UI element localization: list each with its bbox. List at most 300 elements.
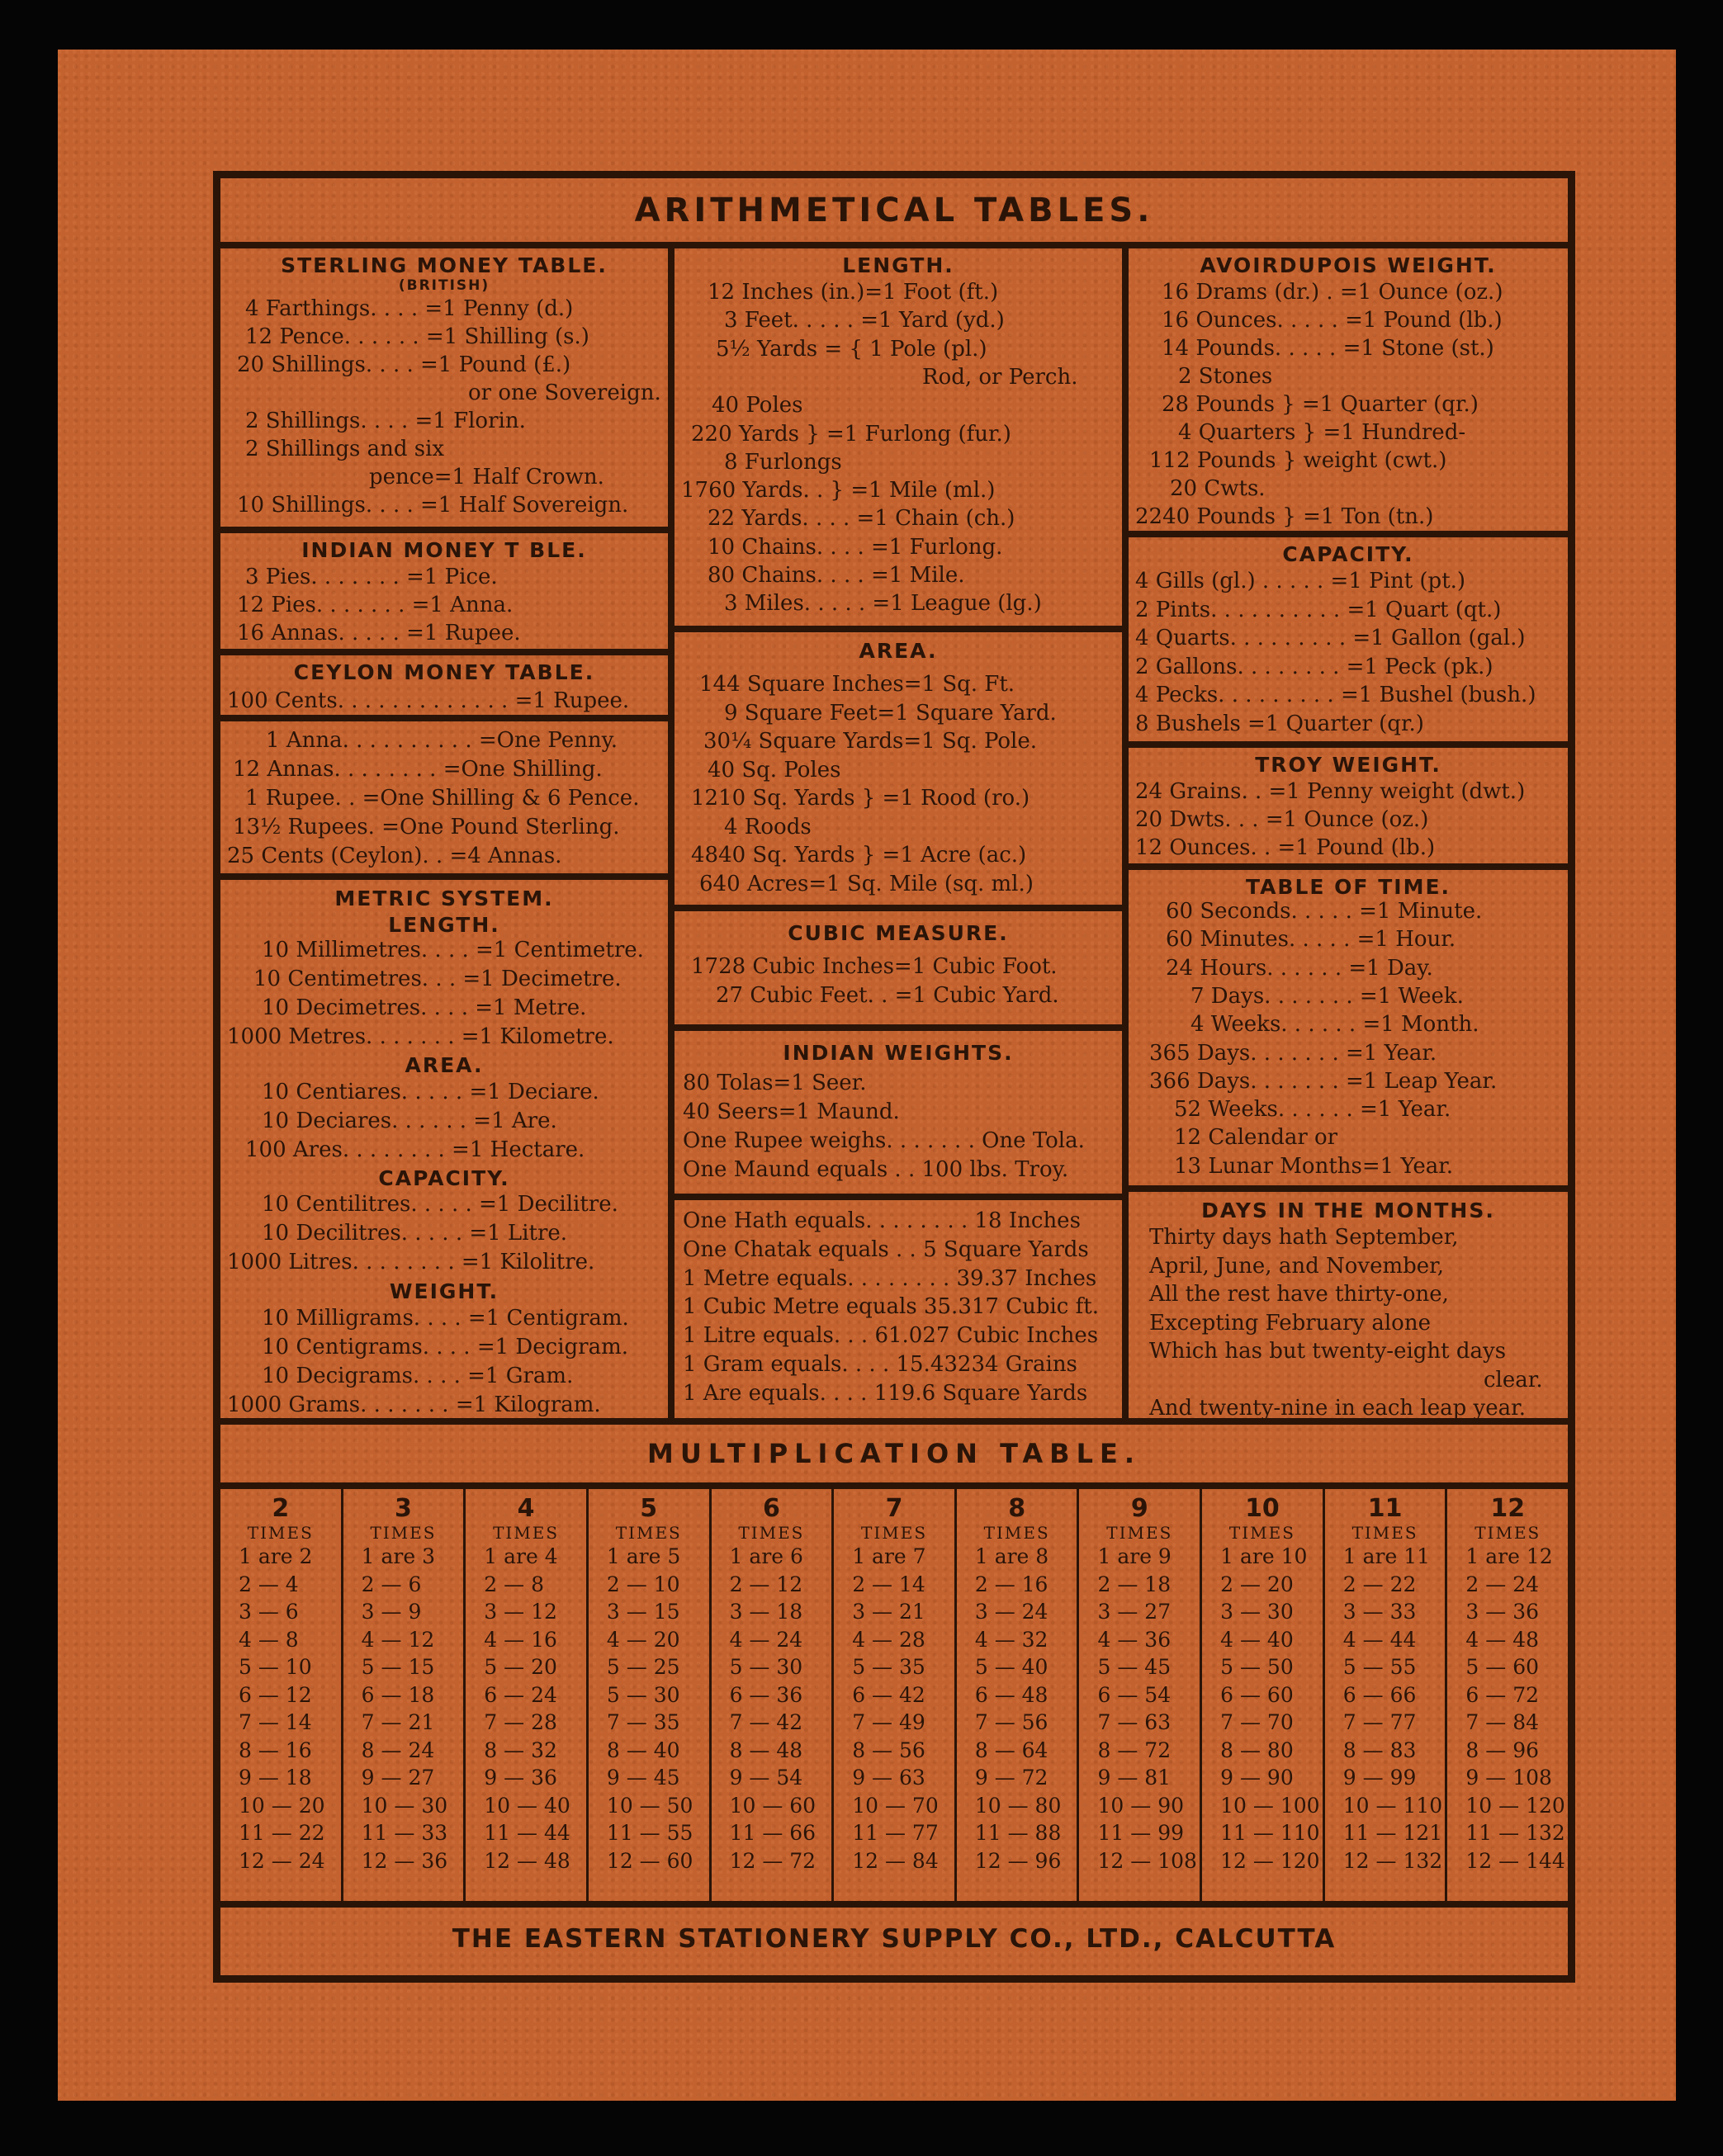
sterling-heading: STERLING MONEY TABLE. (281, 253, 608, 277)
multiplication-number: 12 (1490, 1494, 1526, 1523)
table-row: 1000 Grams. . . . . . . =1 Kilogram. (227, 1392, 601, 1417)
multiplication-column (1323, 1489, 1446, 1901)
multiplication-row: 2 — 10 (606, 1572, 680, 1596)
table-row: All the rest have thirty-one, (1149, 1282, 1449, 1307)
multiplication-row: 1 are 7 (852, 1544, 926, 1568)
multiplication-row: 2 — 16 (974, 1572, 1048, 1596)
table-row: 5½ Yards = { 1 Pole (pl.) (716, 336, 987, 362)
multiplication-row: 2 — 20 (1220, 1572, 1294, 1596)
multiplication-row: 12 — 96 (974, 1848, 1062, 1873)
multiplication-row: 2 — 4 (239, 1572, 299, 1596)
table-row: 4 Farthings. . . . =1 Penny (d.) (245, 296, 574, 321)
table-row: 1 Rupee. . =One Shilling & 6 Pence. (245, 786, 640, 811)
multiplication-row: 7 — 77 (1342, 1710, 1417, 1734)
multiplication-row: 2 — 6 (361, 1572, 422, 1596)
table-row: 3 Feet. . . . . =1 Yard (yd.) (724, 308, 1005, 333)
table-row: 3 Pies. . . . . . . =1 Pice. (245, 565, 498, 589)
table-row: 1 Are equals. . . . 119.6 Square Yards (683, 1380, 1088, 1406)
multiplication-row: 7 — 14 (239, 1710, 312, 1734)
multiplication-row: 6 — 66 (1342, 1682, 1417, 1707)
multiplication-row: 4 — 36 (1097, 1627, 1172, 1652)
multiplication-row: 3 — 27 (1097, 1600, 1172, 1624)
table-row: 12 Inches (in.)=1 Foot (ft.) (708, 280, 999, 305)
area-heading: AREA. (859, 639, 938, 663)
multiplication-row: 4 — 44 (1342, 1627, 1417, 1652)
capacity-heading: CAPACITY. (1282, 542, 1414, 566)
table-row: 10 Centilitres. . . . . =1 Decilitre. (262, 1192, 618, 1217)
table-row: pence=1 Half Crown. (369, 465, 604, 489)
table-row: 10 Millimetres. . . . =1 Centimetre. (262, 938, 644, 962)
multiplication-row: 1 are 11 (1342, 1544, 1431, 1568)
times-label: TIMES (861, 1523, 928, 1543)
multiplication-row: 1 are 3 (361, 1544, 435, 1568)
multiplication-row: 3 — 24 (974, 1600, 1048, 1624)
table-row: 13½ Rupees. =One Pound Sterling. (233, 815, 620, 839)
table-row: And twenty-nine in each leap year. (1149, 1396, 1526, 1421)
multiplication-number: 7 (885, 1494, 903, 1523)
multiplication-row: 1 are 8 (974, 1544, 1049, 1568)
multiplication-row: 11 — 121 (1342, 1821, 1443, 1845)
table-row: 1 Cubic Metre equals 35.317 Cubic ft. (683, 1294, 1099, 1320)
multiplication-row: 5 — 20 (484, 1655, 557, 1679)
multiplication-row: 1 are 9 (1097, 1544, 1172, 1568)
table-row: 10 Decilitres. . . . . =1 Litre. (262, 1221, 568, 1246)
multiplication-row: 6 — 54 (1097, 1682, 1172, 1707)
multiplication-row: 8 — 72 (1097, 1738, 1172, 1762)
table-row: 80 Chains. . . . =1 Mile. (708, 563, 965, 588)
exchange-section (217, 718, 671, 877)
multiplication-row: 8 — 56 (852, 1738, 925, 1762)
multiplication-row: 12 — 132 (1342, 1848, 1443, 1873)
multiplication-row: 6 — 42 (852, 1682, 925, 1707)
table-row: 1728 Cubic Inches=1 Cubic Foot. (691, 954, 1058, 979)
multiplication-heading: MULTIPLICATION TABLE. (647, 1438, 1141, 1469)
table-row: 144 Square Inches=1 Sq. Ft. (699, 672, 1015, 697)
multiplication-row: 1 are 12 (1465, 1544, 1553, 1568)
table-row: 4840 Sq. Yards } =1 Acre (ac.) (691, 843, 1027, 868)
table-row: 100 Ares. . . . . . . . =1 Hectare. (245, 1137, 585, 1162)
multiplication-row: 3 — 12 (484, 1600, 557, 1624)
multiplication-column (341, 1489, 464, 1901)
multiplication-column (1077, 1489, 1200, 1901)
table-row: 10 Chains. . . . =1 Furlong. (708, 534, 1003, 560)
multiplication-row: 6 — 60 (1220, 1682, 1294, 1707)
multiplication-row: 10 — 110 (1342, 1793, 1443, 1818)
multiplication-column (709, 1489, 832, 1901)
multiplication-row: 4 — 12 (361, 1627, 435, 1652)
multiplication-row: 5 — 45 (1097, 1655, 1172, 1679)
table-row: 80 Tolas=1 Seer. (683, 1071, 867, 1095)
multiplication-column (586, 1489, 709, 1901)
multiplication-row: 8 — 48 (729, 1738, 803, 1762)
table-row: clear. (1484, 1367, 1543, 1392)
multiplication-row: 8 — 80 (1220, 1738, 1294, 1762)
multiplication-row: 7 — 56 (974, 1710, 1048, 1734)
table-row: One Hath equals. . . . . . . . 18 Inches (683, 1208, 1081, 1233)
table-row: 40 Poles (712, 393, 803, 418)
multiplication-row: 11 — 88 (974, 1821, 1062, 1845)
multiplication-row: 5 — 15 (361, 1655, 435, 1679)
table-row: 1 Gram equals. . . . 15.43234 Grains (683, 1352, 1077, 1377)
multiplication-table (217, 1486, 1571, 1904)
table-row: 1000 Metres. . . . . . . =1 Kilometre. (227, 1024, 614, 1049)
multiplication-row: 11 — 55 (606, 1821, 693, 1845)
capacity-section (1125, 534, 1571, 745)
multiplication-row: 5 — 10 (239, 1655, 312, 1679)
times-label: TIMES (1106, 1523, 1173, 1543)
multiplication-row: 12 — 48 (484, 1848, 570, 1873)
table-row: 4 Quarts. . . . . . . . . =1 Gallon (gal.) (1135, 626, 1526, 650)
multiplication-row: 3 — 33 (1342, 1600, 1417, 1624)
table-row: 366 Days. . . . . . . =1 Leap Year. (1149, 1068, 1498, 1094)
multiplication-row: 12 — 60 (606, 1848, 693, 1873)
troy-section (1125, 745, 1571, 867)
multiplication-row: 9 — 45 (606, 1766, 680, 1790)
multiplication-number: 2 (272, 1494, 290, 1523)
multiplication-row: 8 — 40 (606, 1738, 680, 1762)
table-row: 60 Seconds. . . . . =1 Minute. (1166, 899, 1483, 924)
multiplication-row: 5 — 30 (606, 1682, 680, 1707)
multiplication-row: 6 — 48 (974, 1682, 1048, 1707)
table-row: 3 Miles. . . . . =1 League (lg.) (724, 591, 1042, 617)
table-row: One Rupee weighs. . . . . . . One Tola. (683, 1128, 1085, 1153)
times-label: TIMES (615, 1523, 682, 1543)
multiplication-row: 8 — 64 (974, 1738, 1048, 1762)
table-row: 9 Square Feet=1 Square Yard. (724, 700, 1057, 726)
area-section (671, 629, 1125, 908)
multiplication-row: 6 — 18 (361, 1682, 435, 1707)
multiplication-row: 7 — 35 (606, 1710, 680, 1734)
table-row: 112 Pounds } weight (cwt.) (1149, 448, 1447, 473)
multiplication-row: 1 are 4 (484, 1544, 558, 1568)
multiplication-number: 3 (395, 1494, 412, 1523)
multiplication-row: 5 — 55 (1342, 1655, 1417, 1679)
multiplication-row: 8 — 96 (1465, 1738, 1540, 1762)
multiplication-row: 12 — 24 (239, 1848, 325, 1873)
multiplication-row: 9 — 81 (1097, 1766, 1172, 1790)
multiplication-row: 10 — 30 (361, 1793, 448, 1818)
table-row: 27 Cubic Feet. . =1 Cubic Yard. (716, 983, 1059, 1008)
multiplication-row: 9 — 18 (239, 1766, 312, 1790)
multiplication-row: 11 — 77 (852, 1821, 939, 1845)
multiplication-row: 6 — 24 (484, 1682, 557, 1707)
times-label: TIMES (1351, 1523, 1418, 1543)
time-heading: TABLE OF TIME. (1245, 875, 1451, 899)
multiplication-columns (220, 1489, 1568, 1901)
table-row: Thirty days hath September, (1149, 1225, 1459, 1250)
table-row: 13 Lunar Months=1 Year. (1174, 1153, 1454, 1179)
table-row: 7 Days. . . . . . . =1 Week. (1190, 983, 1464, 1009)
length-section (671, 245, 1125, 629)
sterling-subheading: (BRITISH) (398, 277, 490, 294)
times-label: TIMES (247, 1523, 314, 1543)
multiplication-row: 7 — 84 (1465, 1710, 1540, 1734)
table-row: 2 Gallons. . . . . . . . =1 Peck (pk.) (1135, 654, 1493, 679)
multiplication-row: 9 — 72 (974, 1766, 1048, 1790)
times-label: TIMES (738, 1523, 805, 1543)
multiplication-row: 3 — 9 (361, 1600, 422, 1624)
times-label: TIMES (983, 1523, 1050, 1543)
table-row: 24 Hours. . . . . . =1 Day. (1166, 955, 1433, 981)
time-section (1125, 867, 1571, 1189)
publisher-footer: THE EASTERN STATIONERY SUPPLY CO., LTD., CALCUTTA (452, 1924, 1337, 1954)
page-title: ARITHMETICAL TABLES. (634, 191, 1154, 229)
table-row: 220 Yards } =1 Furlong (fur.) (691, 421, 1011, 447)
table-row: 10 Shillings. . . . =1 Half Sovereign. (237, 493, 629, 518)
multiplication-row: 5 — 50 (1220, 1655, 1294, 1679)
multiplication-column (463, 1489, 586, 1901)
table-row: 40 Sq. Poles (708, 757, 841, 782)
table-row: 10 Milligrams. . . . =1 Centigram. (262, 1306, 629, 1331)
multiplication-row: 11 — 66 (729, 1821, 817, 1845)
footer-box (217, 1904, 1571, 1979)
table-row: 24 Grains. . =1 Penny weight (dwt.) (1135, 779, 1526, 804)
avoirdupois-heading: AVOIRDUPOIS WEIGHT. (1200, 253, 1497, 277)
table-row: 28 Pounds } =1 Quarter (qr.) (1162, 392, 1479, 417)
multiplication-row: 5 — 40 (974, 1655, 1048, 1679)
multiplication-row: 10 — 90 (1097, 1793, 1185, 1818)
multiplication-row: 4 — 28 (852, 1627, 925, 1652)
cubic-heading: CUBIC MEASURE. (788, 921, 1009, 945)
multiplication-row: 8 — 83 (1342, 1738, 1417, 1762)
multiplication-row: 8 — 16 (239, 1738, 312, 1762)
table-row: 60 Minutes. . . . . =1 Hour. (1166, 927, 1456, 953)
cubic-section (671, 908, 1125, 1028)
times-label: TIMES (1474, 1523, 1541, 1543)
multiplication-row: 2 — 18 (1097, 1572, 1172, 1596)
table-row: 10 Centigrams. . . . =1 Decigram. (262, 1335, 629, 1359)
table-row: Excepting February alone (1149, 1310, 1431, 1336)
multiplication-row: 11 — 99 (1097, 1821, 1185, 1845)
multiplication-row: 4 — 40 (1220, 1627, 1294, 1652)
multiplication-number: 4 (517, 1494, 535, 1523)
multiplication-row: 9 — 27 (361, 1766, 435, 1790)
multiplication-row: 2 — 8 (484, 1572, 544, 1596)
multiplication-row: 12 — 120 (1220, 1848, 1320, 1873)
multiplication-row: 10 — 20 (239, 1793, 325, 1818)
table-row: 52 Weeks. . . . . . =1 Year. (1174, 1097, 1451, 1123)
multiplication-number: 8 (1008, 1494, 1026, 1523)
length-heading: LENGTH. (842, 253, 954, 277)
table-row: 640 Acres=1 Sq. Mile (sq. ml.) (699, 871, 1034, 896)
table-row: 100 Cents. . . . . . . . . . . . . =1 Rupee. (227, 688, 630, 713)
table-row: 1000 Litres. . . . . . . . =1 Kilolitre. (227, 1250, 595, 1274)
table-row: 20 Cwts. (1170, 476, 1266, 501)
table-row: 12 Ounces. . =1 Pound (lb.) (1135, 835, 1436, 860)
metric-capacity-heading: CAPACITY. (378, 1166, 510, 1190)
multiplication-row: 9 — 108 (1465, 1766, 1552, 1790)
table-row: 12 Annas. . . . . . . . =One Shilling. (233, 757, 603, 782)
multiplication-row: 4 — 20 (606, 1627, 680, 1652)
multiplication-row: 11 — 110 (1220, 1821, 1320, 1845)
multiplication-number: 10 (1245, 1494, 1280, 1523)
multiplication-row: 5 — 25 (606, 1655, 680, 1679)
multiplication-row: 7 — 28 (484, 1710, 557, 1734)
table-row: 10 Decimetres. . . . =1 Metre. (262, 995, 587, 1020)
table-row: Rod, or Perch. (922, 364, 1078, 390)
metric-heading: METRIC SYSTEM. (334, 887, 554, 910)
multiplication-row: 1 are 2 (239, 1544, 313, 1568)
multiplication-column (1200, 1489, 1323, 1901)
table-row: 14 Pounds. . . . . =1 Stone (st.) (1162, 336, 1494, 361)
multiplication-row: 10 — 60 (729, 1793, 817, 1818)
multiplication-row: 9 — 36 (484, 1766, 557, 1790)
multiplication-row: 7 — 21 (361, 1710, 435, 1734)
multiplication-row: 4 — 32 (974, 1627, 1048, 1652)
multiplication-row: 9 — 99 (1342, 1766, 1417, 1790)
metric-length-heading: LENGTH. (388, 913, 500, 937)
tables-frame (213, 171, 1575, 1983)
multiplication-row: 7 — 42 (729, 1710, 803, 1734)
ceylon-section (217, 652, 671, 718)
multiplication-row: 10 — 50 (606, 1793, 693, 1818)
multiplication-row: 9 — 54 (729, 1766, 803, 1790)
multiplication-row: 1 are 10 (1220, 1544, 1308, 1568)
multiplication-row: 8 — 32 (484, 1738, 557, 1762)
multiplication-row: 5 — 60 (1465, 1655, 1540, 1679)
table-row: 12 Pence. . . . . . =1 Shilling (s.) (245, 324, 589, 349)
troy-heading: TROY WEIGHT. (1255, 753, 1441, 777)
multiplication-row: 11 — 44 (484, 1821, 570, 1845)
table-row: 20 Shillings. . . . =1 Pound (£.) (237, 352, 571, 377)
table-row: 4 Quarters } =1 Hundred- (1178, 420, 1466, 445)
multiplication-row: 7 — 70 (1220, 1710, 1294, 1734)
multiplication-row: 6 — 12 (239, 1682, 312, 1707)
multiplication-column (220, 1489, 341, 1901)
multiplication-row: 11 — 33 (361, 1821, 448, 1845)
table-row: 10 Centimetres. . . =1 Decimetre. (253, 967, 622, 991)
ceylon-heading: CEYLON MONEY TABLE. (293, 660, 595, 684)
table-row: 10 Centiares. . . . . =1 Deciare. (262, 1080, 599, 1104)
multiplication-column (1445, 1489, 1568, 1901)
multiplication-row: 9 — 63 (852, 1766, 925, 1790)
multiplication-row: 4 — 16 (484, 1627, 557, 1652)
multiplication-row: 10 — 40 (484, 1793, 570, 1818)
indian-money-heading: INDIAN MONEY T BLE. (301, 538, 587, 562)
table-row: 25 Cents (Ceylon). . =4 Annas. (227, 844, 562, 868)
multiplication-row: 12 — 36 (361, 1848, 448, 1873)
multiplication-row: 10 — 80 (974, 1793, 1062, 1818)
multiplication-row: 2 — 14 (852, 1572, 925, 1596)
indian-weights-heading: INDIAN WEIGHTS. (783, 1041, 1014, 1065)
metric-weight-heading: WEIGHT. (389, 1279, 499, 1303)
multiplication-row: 4 — 48 (1465, 1627, 1540, 1652)
table-row: 4 Roods (724, 814, 812, 839)
multiplication-row: 4 — 8 (239, 1627, 299, 1652)
multiplication-row: 10 — 70 (852, 1793, 939, 1818)
table-row: 12 Pies. . . . . . . =1 Anna. (237, 593, 514, 617)
multiplication-row: 5 — 35 (852, 1655, 925, 1679)
times-label: TIMES (370, 1523, 437, 1543)
multiplication-row: 3 — 21 (852, 1600, 925, 1624)
table-row: 16 Drams (dr.) . =1 Ounce (oz.) (1162, 280, 1503, 305)
table-row: 2240 Pounds } =1 Ton (tn.) (1135, 504, 1434, 529)
multiplication-column (831, 1489, 954, 1901)
multiplication-row: 8 — 24 (361, 1738, 435, 1762)
table-row: 1210 Sq. Yards } =1 Rood (ro.) (691, 786, 1030, 811)
multiplication-number: 11 (1367, 1494, 1403, 1523)
table-row: 4 Gills (gl.) . . . . . =1 Pint (pt.) (1135, 569, 1466, 593)
multiplication-row: 11 — 132 (1465, 1821, 1565, 1845)
avoirdupois-section (1125, 245, 1571, 534)
multiplication-row: 6 — 36 (729, 1682, 803, 1707)
table-row: 4 Weeks. . . . . . =1 Month. (1190, 1012, 1479, 1038)
table-row: 16 Ounces. . . . . =1 Pound (lb.) (1162, 308, 1503, 333)
table-row: 12 Calendar or (1174, 1125, 1338, 1151)
multiplication-row: 3 — 6 (239, 1600, 299, 1624)
table-row: 1760 Yards. . } =1 Mile (ml.) (681, 478, 996, 504)
table-row: 8 Bushels =1 Quarter (qr.) (1135, 711, 1424, 736)
table-row: 365 Days. . . . . . . =1 Year. (1149, 1040, 1437, 1066)
multiplication-row: 5 — 30 (729, 1655, 803, 1679)
days-heading: DAYS IN THE MONTHS. (1201, 1199, 1495, 1222)
table-row: 1 Anna. . . . . . . . . . =One Penny. (266, 728, 618, 753)
multiplication-row: 1 are 6 (729, 1544, 803, 1568)
table-row: 16 Annas. . . . . =1 Rupee. (237, 621, 521, 645)
indian-money-section (217, 530, 671, 652)
table-row: 2 Pints. . . . . . . . . . =1 Quart (qt.) (1135, 597, 1502, 622)
multiplication-row: 9 — 90 (1220, 1766, 1294, 1790)
table-row: 2 Stones (1178, 364, 1273, 389)
multiplication-row: 12 — 72 (729, 1848, 817, 1873)
multiplication-column (954, 1489, 1077, 1901)
table-row: 30¼ Square Yards=1 Sq. Pole. (703, 729, 1038, 754)
table-row: 40 Seers=1 Maund. (683, 1099, 900, 1124)
table-row: 1 Litre equals. . . 61.027 Cubic Inches (683, 1323, 1099, 1349)
days-section (1125, 1189, 1571, 1421)
table-row: One Chatak equals . . 5 Square Yards (683, 1236, 1089, 1262)
multiplication-row: 3 — 36 (1465, 1600, 1540, 1624)
table-row: or one Sovereign. (468, 381, 661, 405)
multiplication-row: 4 — 24 (729, 1627, 803, 1652)
table-row: 1 Metre equals. . . . . . . . 39.37 Inches (683, 1265, 1097, 1291)
multiplication-row: 2 — 12 (729, 1572, 803, 1596)
table-row: Which has but twenty-eight days (1149, 1339, 1507, 1364)
multiplication-number: 9 (1130, 1494, 1148, 1523)
multiplication-row: 3 — 18 (729, 1600, 803, 1624)
multiplication-row: 1 are 5 (606, 1544, 681, 1568)
table-row: 10 Deciares. . . . . . =1 Are. (262, 1109, 557, 1133)
multiplication-row: 2 — 22 (1342, 1572, 1417, 1596)
sterling-section (217, 245, 671, 530)
multiplication-row: 3 — 15 (606, 1600, 680, 1624)
table-row: April, June, and November, (1149, 1253, 1444, 1279)
indian-weights-section (671, 1028, 1125, 1197)
multiplication-row: 12 — 108 (1097, 1848, 1197, 1873)
table-row: 20 Dwts. . . =1 Ounce (oz.) (1135, 807, 1429, 832)
table-row: 4 Pecks. . . . . . . . . =1 Bushel (bush.) (1135, 683, 1536, 707)
metric-area-heading: AREA. (405, 1053, 484, 1077)
multiplication-number: 5 (640, 1494, 658, 1523)
equivalents-section (671, 1197, 1125, 1421)
multiplication-row: 7 — 49 (852, 1710, 925, 1734)
multiplication-number: 6 (762, 1494, 780, 1523)
multiplication-row: 10 — 100 (1220, 1793, 1320, 1818)
times-label: TIMES (493, 1523, 560, 1543)
table-row: 2 Shillings and six (245, 437, 445, 461)
multiplication-row: 12 — 144 (1465, 1848, 1565, 1873)
metric-section (217, 877, 671, 1421)
title-box (217, 175, 1571, 245)
table-row: One Maund equals . . 100 lbs. Troy. (683, 1157, 1069, 1182)
table-row: 10 Decigrams. . . . =1 Gram. (262, 1364, 574, 1388)
multiplication-row: 6 — 72 (1465, 1682, 1540, 1707)
multiplication-heading-box (217, 1421, 1571, 1486)
multiplication-row: 11 — 22 (239, 1821, 325, 1845)
table-row: 22 Yards. . . . =1 Chain (ch.) (708, 506, 1015, 532)
multiplication-row: 3 — 30 (1220, 1600, 1294, 1624)
multiplication-row: 2 — 24 (1465, 1572, 1540, 1596)
